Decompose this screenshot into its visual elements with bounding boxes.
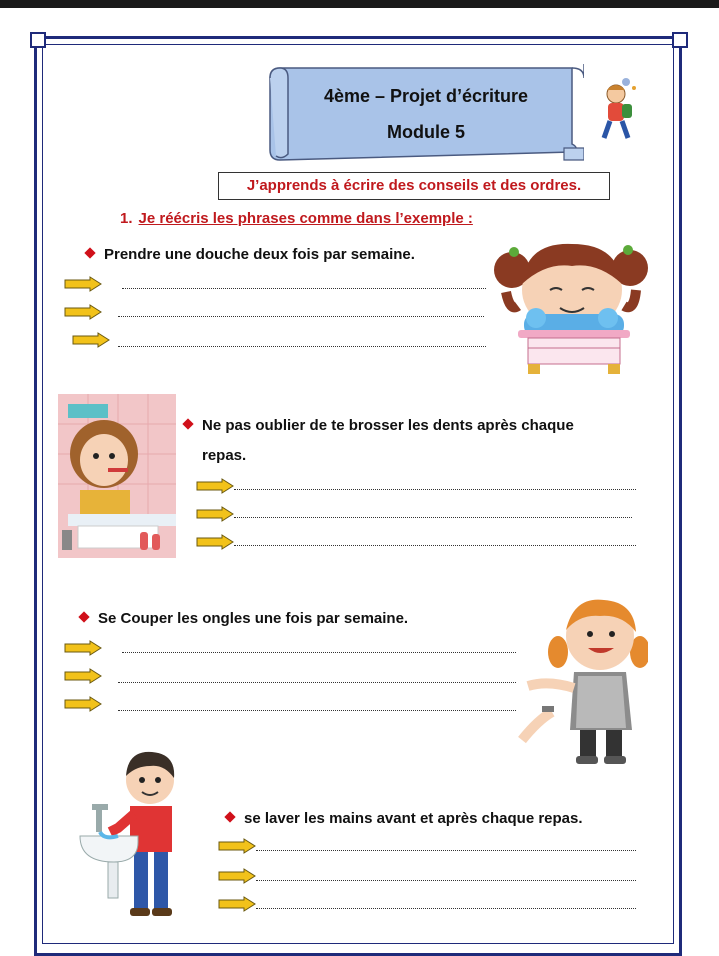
sentence-2-text-cont: repas. [202, 447, 247, 464]
arrow-right-icon [72, 332, 110, 348]
sentence-4-text: se laver les mains avant et après chaque repas. [244, 810, 583, 827]
arrow-right-icon [64, 640, 102, 656]
arrow-right-icon [64, 304, 102, 320]
exercise-number: 1. [120, 210, 133, 227]
arrow-right-icon [196, 534, 234, 550]
arrow-right-icon [64, 276, 102, 292]
answer-line[interactable] [256, 850, 636, 851]
boy-washing-hands-icon [78, 744, 188, 920]
diamond-bullet-icon [224, 811, 235, 822]
sentence-2 [184, 411, 574, 471]
diamond-bullet-icon [78, 611, 89, 622]
answer-line[interactable] [122, 288, 486, 289]
girl-brushing-teeth-icon [58, 394, 176, 558]
answer-line[interactable] [122, 652, 516, 653]
lesson-subtitle: J’apprends à écrire des conseils et des ordres. [218, 172, 610, 200]
arrow-right-icon [196, 506, 234, 522]
answer-line[interactable] [118, 316, 484, 317]
exercise-text: Je réécris les phrases comme dans l’exemple : [138, 210, 473, 227]
answer-line[interactable] [256, 880, 636, 881]
answer-line[interactable] [234, 517, 632, 518]
exercise-instruction [120, 210, 473, 227]
diamond-bullet-icon [182, 418, 193, 429]
girl-bath-icon [488, 232, 654, 382]
student-mascot-icon [592, 76, 640, 144]
frame-corner [30, 32, 46, 48]
sentence-3 [80, 604, 408, 634]
answer-line[interactable] [118, 346, 486, 347]
girl-nail-cutting-icon [518, 590, 648, 776]
arrow-right-icon [218, 868, 256, 884]
answer-line[interactable] [234, 489, 636, 490]
sentence-1-text: Prendre une douche deux fois par semaine. [104, 246, 415, 263]
answer-line[interactable] [256, 908, 636, 909]
diamond-bullet-icon [84, 247, 95, 258]
top-edge [0, 0, 719, 8]
answer-line[interactable] [234, 545, 636, 546]
page-title: 4ème – Projet d’écriture [323, 86, 529, 106]
arrow-right-icon [64, 668, 102, 684]
scroll-banner-shape [268, 64, 584, 164]
sentence-4 [226, 804, 583, 834]
sentence-2-text: Ne pas oublier de te brosser les dents après chaque [202, 417, 574, 434]
sentence-1 [86, 240, 415, 270]
arrow-right-icon [64, 696, 102, 712]
arrow-right-icon [218, 838, 256, 854]
arrow-right-icon [218, 896, 256, 912]
frame-corner [672, 32, 688, 48]
title-banner [268, 64, 584, 160]
answer-line[interactable] [118, 682, 516, 683]
module-label: Module 5 [386, 122, 465, 142]
arrow-right-icon [196, 478, 234, 494]
sentence-3-text: Se Couper les ongles une fois par semaine. [98, 610, 409, 627]
answer-line[interactable] [118, 710, 516, 711]
